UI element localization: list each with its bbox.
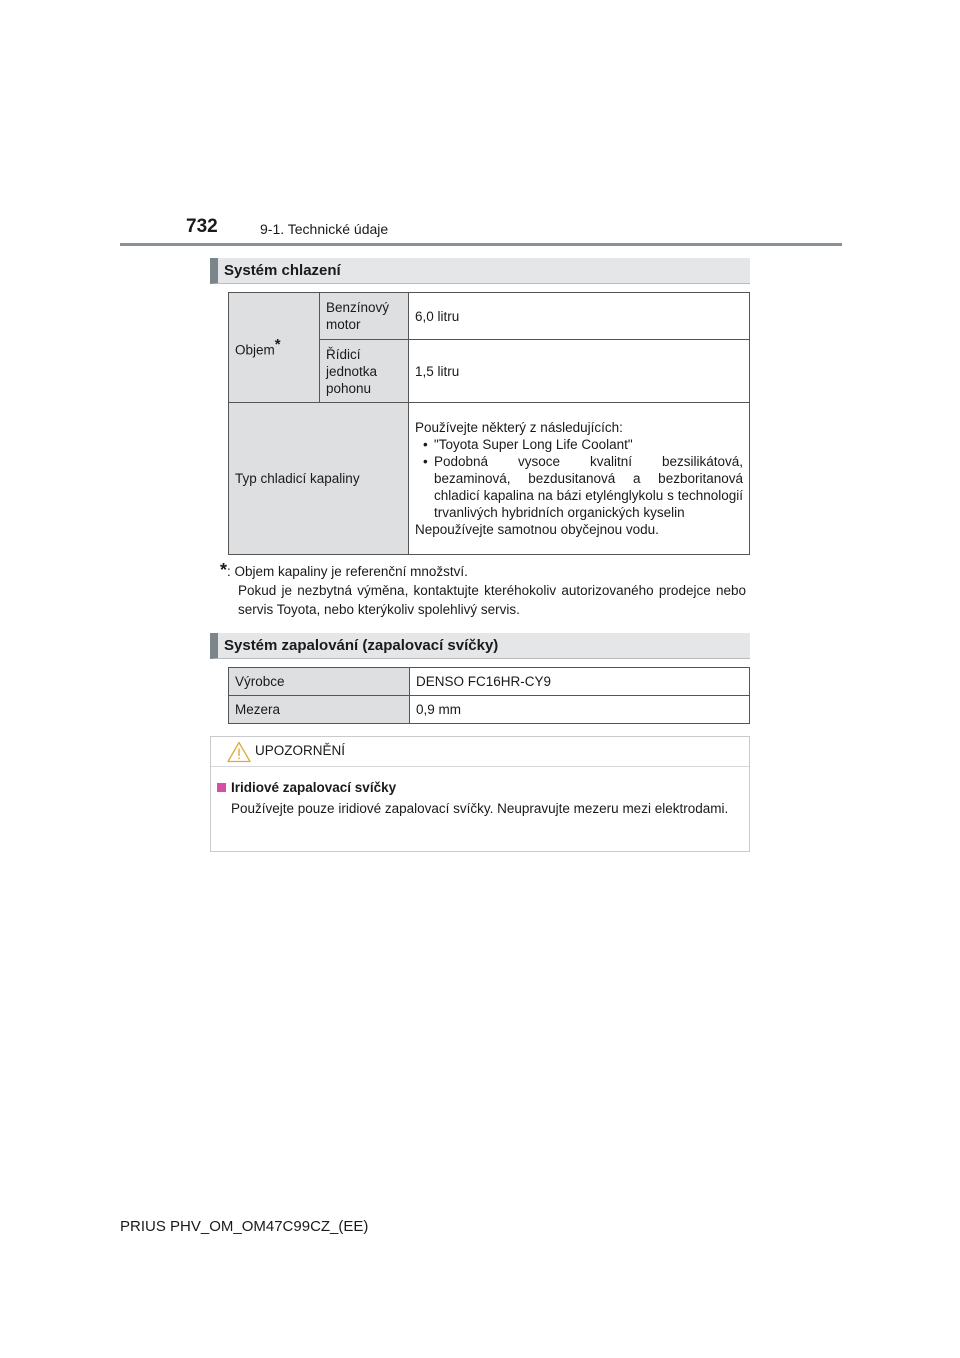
coolant-options-list [415, 436, 743, 521]
pcu-sublabel: Řídicí jednotka pohonu [320, 340, 409, 403]
header-rule [120, 243, 842, 246]
footnote-mark: * [220, 560, 228, 580]
caution-body: Používejte pouze iridiové zapalovací svíčky. Neupravujte mezeru mezi elektrodami. [231, 801, 729, 816]
section-header: 9-1. Technické údaje [260, 221, 389, 237]
caution-header [211, 737, 749, 767]
table-row [229, 293, 750, 340]
footnote-text: : Objem kapaliny je referenční množství. [227, 564, 468, 579]
footer-doc-id: PRIUS PHV_OM_OM47C99CZ_(EE) [120, 1218, 369, 1235]
caution-subheading [217, 780, 396, 795]
volume-label-cell [229, 293, 320, 403]
engine-volume-value: 6,0 litru [409, 293, 750, 340]
caution-title: UPOZORNĚNÍ [255, 743, 346, 758]
footnote [220, 561, 746, 619]
caution-subheading-text: Iridiové zapalovací svíčky [231, 780, 397, 795]
gap-label: Mezera [229, 696, 410, 724]
page-number: 732 [186, 216, 218, 237]
manufacturer-value: DENSO FC16HR-CY9 [410, 668, 750, 696]
list-item: • "Toyota Super Long Life Coolant" [415, 436, 743, 453]
engine-sublabel: Benzínový motor [320, 293, 409, 340]
pcu-volume-value: 1,5 litru [409, 340, 750, 403]
cooling-table [228, 292, 750, 555]
footnote-line-1 [220, 561, 746, 581]
table-row [229, 668, 750, 696]
volume-footnote-mark: * [274, 336, 281, 354]
caution-box [210, 736, 750, 852]
volume-label: Objem [235, 342, 275, 358]
warning-triangle-icon [227, 741, 251, 763]
list-item: • Podobná vysoce kvalitní bezsilikátová, bezaminová, bezdusitanová a bezboritanová chladicí kapalina na bázi etylénglykolu s technologií trvanlivých hybridních organických kyselin [415, 453, 743, 521]
coolant-intro: Používejte některý z následujících: [415, 420, 623, 435]
coolant-note: Nepoužívejte samotnou obyčejnou vodu. [415, 522, 659, 537]
ignition-table [228, 667, 750, 724]
coolant-type-label: Typ chladicí kapaliny [229, 403, 409, 555]
manufacturer-label: Výrobce [229, 668, 410, 696]
square-bullet-icon [217, 783, 226, 792]
footnote-line-2: Pokud je nezbytná výměna, kontaktujte kteréhokoliv autorizovaného prodejce nebo servis Toyota, nebo kterýkoliv spolehlivý servis. [238, 583, 746, 617]
table-row [229, 403, 750, 555]
gap-value: 0,9 mm [410, 696, 750, 724]
coolant-type-value [409, 403, 750, 555]
table-row [229, 696, 750, 724]
ignition-heading: Systém zapalování (zapalovací svíčky) [210, 633, 750, 659]
cooling-heading: Systém chlazení [210, 258, 750, 284]
